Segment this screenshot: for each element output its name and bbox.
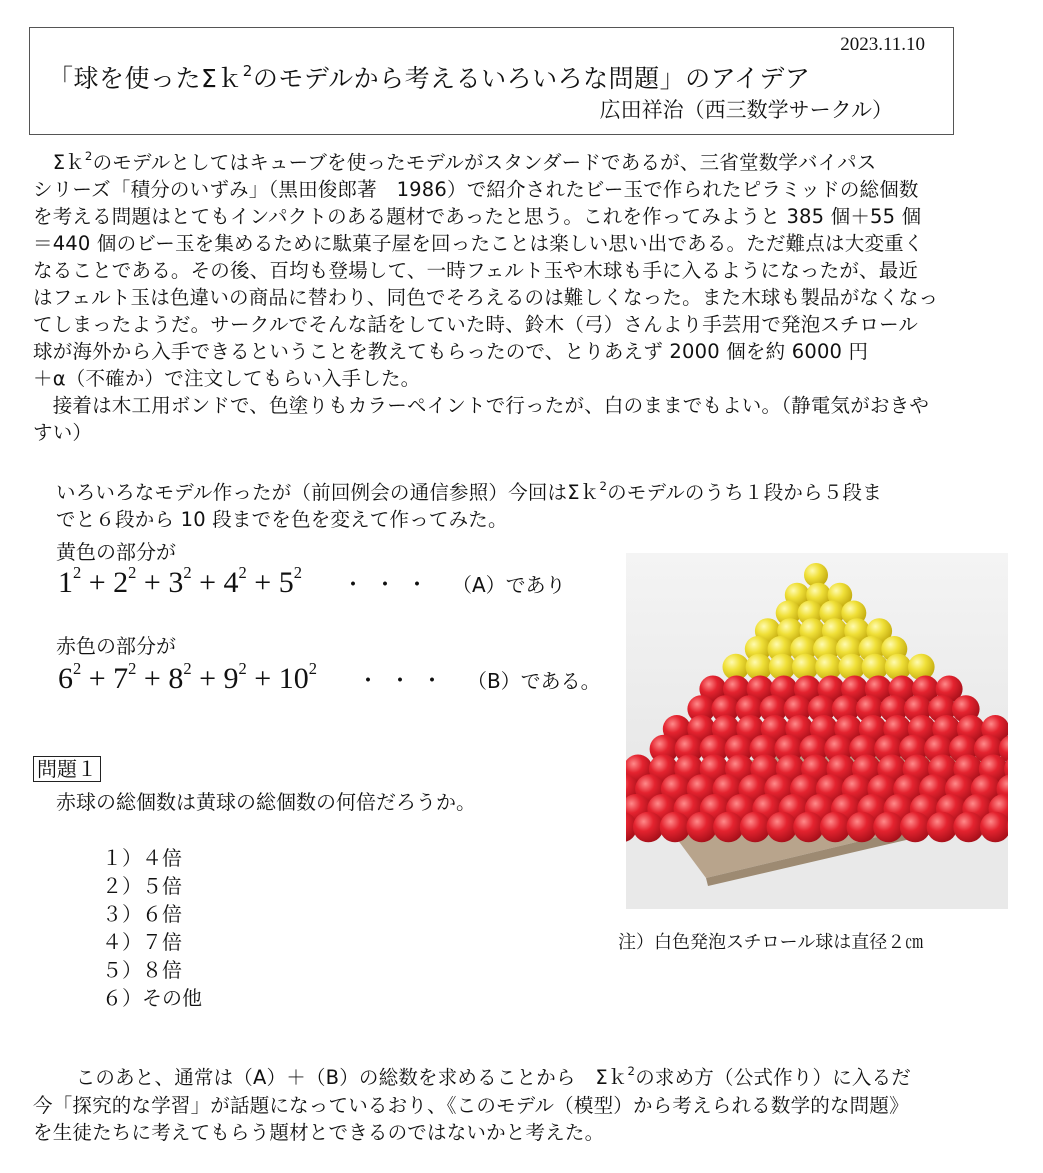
red-ball <box>686 812 717 843</box>
term-exponent: 2 <box>238 658 247 678</box>
term-base: 5 <box>278 566 294 599</box>
plus-sign: + <box>136 662 169 695</box>
intro-line: すい） <box>33 421 93 444</box>
red-label: 赤色の部分が <box>56 634 176 658</box>
choice-item: ４）７倍 <box>102 930 182 954</box>
intro-line: シリーズ「積分のいずみ」（黒田俊郎著 1986）で紹介されたビー玉で作られたピラミッドの総個数 <box>33 178 919 201</box>
document-title <box>48 59 810 95</box>
choice-item: ２）５倍 <box>102 874 182 898</box>
photo-note: 注）白色発泡スチロール球は直径２㎝ <box>618 932 924 953</box>
yellow-label: 黄色の部分が <box>56 540 176 564</box>
closing-line-end: の求め方（公式作り）に入るだ <box>635 1066 911 1089</box>
term-exponent: 2 <box>308 658 317 678</box>
intro-line: はフェルト玉は色違いの商品に替わり、同色でそろえるのは難しくなった。また木球も製品がなくなっ <box>33 286 939 309</box>
term-exponent: 2 <box>293 562 302 582</box>
term-exponent: 2 <box>183 562 192 582</box>
intro-line: ＝440 個のビー玉を集めるために駄菓子屋を回ったことは楽しい思い出である。ただ難点は大変重く <box>33 232 924 255</box>
title-exponent: 2 <box>242 61 253 80</box>
closing-exponent: 2 <box>627 1064 636 1079</box>
plus-sign: + <box>81 662 114 695</box>
models-line <box>56 479 882 506</box>
problem-label-box <box>33 756 101 782</box>
red-ball <box>820 812 851 843</box>
term-base: 1 <box>58 566 73 599</box>
red-ball <box>767 812 798 843</box>
title-box <box>29 27 954 135</box>
term-exponent: 2 <box>128 658 137 678</box>
closing-line-start: このあと、通常は（A）＋（B）の総数を求めることから Σｋ <box>56 1066 628 1089</box>
term-base: 2 <box>113 566 129 599</box>
title-text-end: のモデルから考えるいろいろな問題」のアイデア <box>252 64 811 93</box>
choice-item: ５）８倍 <box>102 958 182 982</box>
pyramid-illustration <box>626 553 1008 909</box>
term-base: 8 <box>168 662 184 695</box>
intro-exponent: 2 <box>84 149 93 164</box>
ellipsis: ・・・ <box>341 572 438 597</box>
intro-line: なることである。その後、百均も登場して、一時フェルト玉や木球も手に入るようになったが、最近 <box>33 259 919 282</box>
date: 2023.11.10 <box>840 34 925 55</box>
intro-line-end: のモデルとしてはキューブを使ったモデルがスタンダードであるが、三省堂数学バイパス <box>92 151 877 174</box>
plus-sign: + <box>191 566 224 599</box>
intro-line-start: Σｋ <box>33 151 85 174</box>
intro-paragraph <box>33 149 938 446</box>
red-ball <box>927 812 958 843</box>
plus-sign: + <box>81 566 114 599</box>
red-ball <box>713 812 744 843</box>
term-exponent: 2 <box>183 658 192 678</box>
term-exponent: 2 <box>238 562 247 582</box>
equation-tag: （A）であり <box>461 573 566 597</box>
models-line: でと６段から 10 段までを色を変えて作ってみた。 <box>56 508 508 531</box>
intro-line <box>33 149 938 176</box>
problem-label: 問題１ <box>33 756 101 782</box>
choice-item: １）４倍 <box>102 846 182 870</box>
models-exponent: 2 <box>599 479 608 494</box>
red-ball <box>953 812 984 843</box>
term-base: 9 <box>223 662 239 695</box>
models-paragraph <box>56 479 882 533</box>
author: 広田祥治（西三数学サークル） <box>599 98 893 122</box>
red-ball <box>900 812 931 843</box>
intro-line: ＋α（不確か）で注文してもらい入手した。 <box>33 367 421 390</box>
closing-paragraph <box>56 1064 1011 1091</box>
red-ball <box>873 812 904 843</box>
choice-item: ６）その他 <box>102 986 202 1010</box>
choice-item: ３）６倍 <box>102 902 182 926</box>
closing-paragraph-continued <box>33 1092 909 1146</box>
term-exponent: 2 <box>73 562 82 582</box>
models-line-end: のモデルのうち１段から５段ま <box>607 481 882 504</box>
term-exponent: 2 <box>73 658 82 678</box>
intro-line: 接着は木工用ボンドで、色塗りもカラーペイントで行ったが、白のままでもよい。（静電気がおきや <box>33 394 930 417</box>
title-text-start: 「球を使ったΣｋ <box>48 64 243 93</box>
plus-sign: + <box>246 662 279 695</box>
models-line-start: いろいろなモデル作ったが（前回例会の通信参照）今回はΣｋ <box>56 481 600 504</box>
red-ball <box>740 812 771 843</box>
pyramid-photo <box>626 553 1008 909</box>
equation-tag: （B）である。 <box>476 669 601 693</box>
plus-sign: + <box>191 662 224 695</box>
term-base: 4 <box>223 566 239 599</box>
term-base: 7 <box>113 662 129 695</box>
red-ball <box>660 812 691 843</box>
intro-line: 球が海外から入手できるということを教えてもらったので、とりあえず 2000 個を約 6000 円 <box>33 340 869 363</box>
intro-line: を考える問題はとてもインパクトのある題材であったと思う。これを作ってみようと 385 個＋55 個 <box>33 205 922 228</box>
red-ball <box>793 812 824 843</box>
term-base: 10 <box>278 662 309 695</box>
problem-question: 赤球の総個数は黄球の総個数の何倍だろうか。 <box>56 790 476 814</box>
ellipsis: ・・・ <box>356 668 453 693</box>
plus-sign: + <box>246 566 279 599</box>
red-ball <box>633 812 664 843</box>
closing-line: を生徒たちに考えてもらう題材とできるのではないかと考えた。 <box>33 1121 605 1144</box>
plus-sign: + <box>136 566 169 599</box>
equation-a <box>58 562 566 600</box>
red-ball <box>847 812 878 843</box>
closing-line: 今「探究的な学習」が話題になっているおり、《このモデル（模型）から考えられる数学的な問題》 <box>33 1094 909 1117</box>
equation-b <box>58 658 601 696</box>
term-base: 6 <box>58 662 73 695</box>
term-exponent: 2 <box>128 562 137 582</box>
term-base: 3 <box>168 566 184 599</box>
intro-line: てしまったようだ。サークルでそんな話をしていた時、鈴木（弓）さんより手芸用で発泡スチロール <box>33 313 919 336</box>
closing-line <box>56 1064 1011 1091</box>
